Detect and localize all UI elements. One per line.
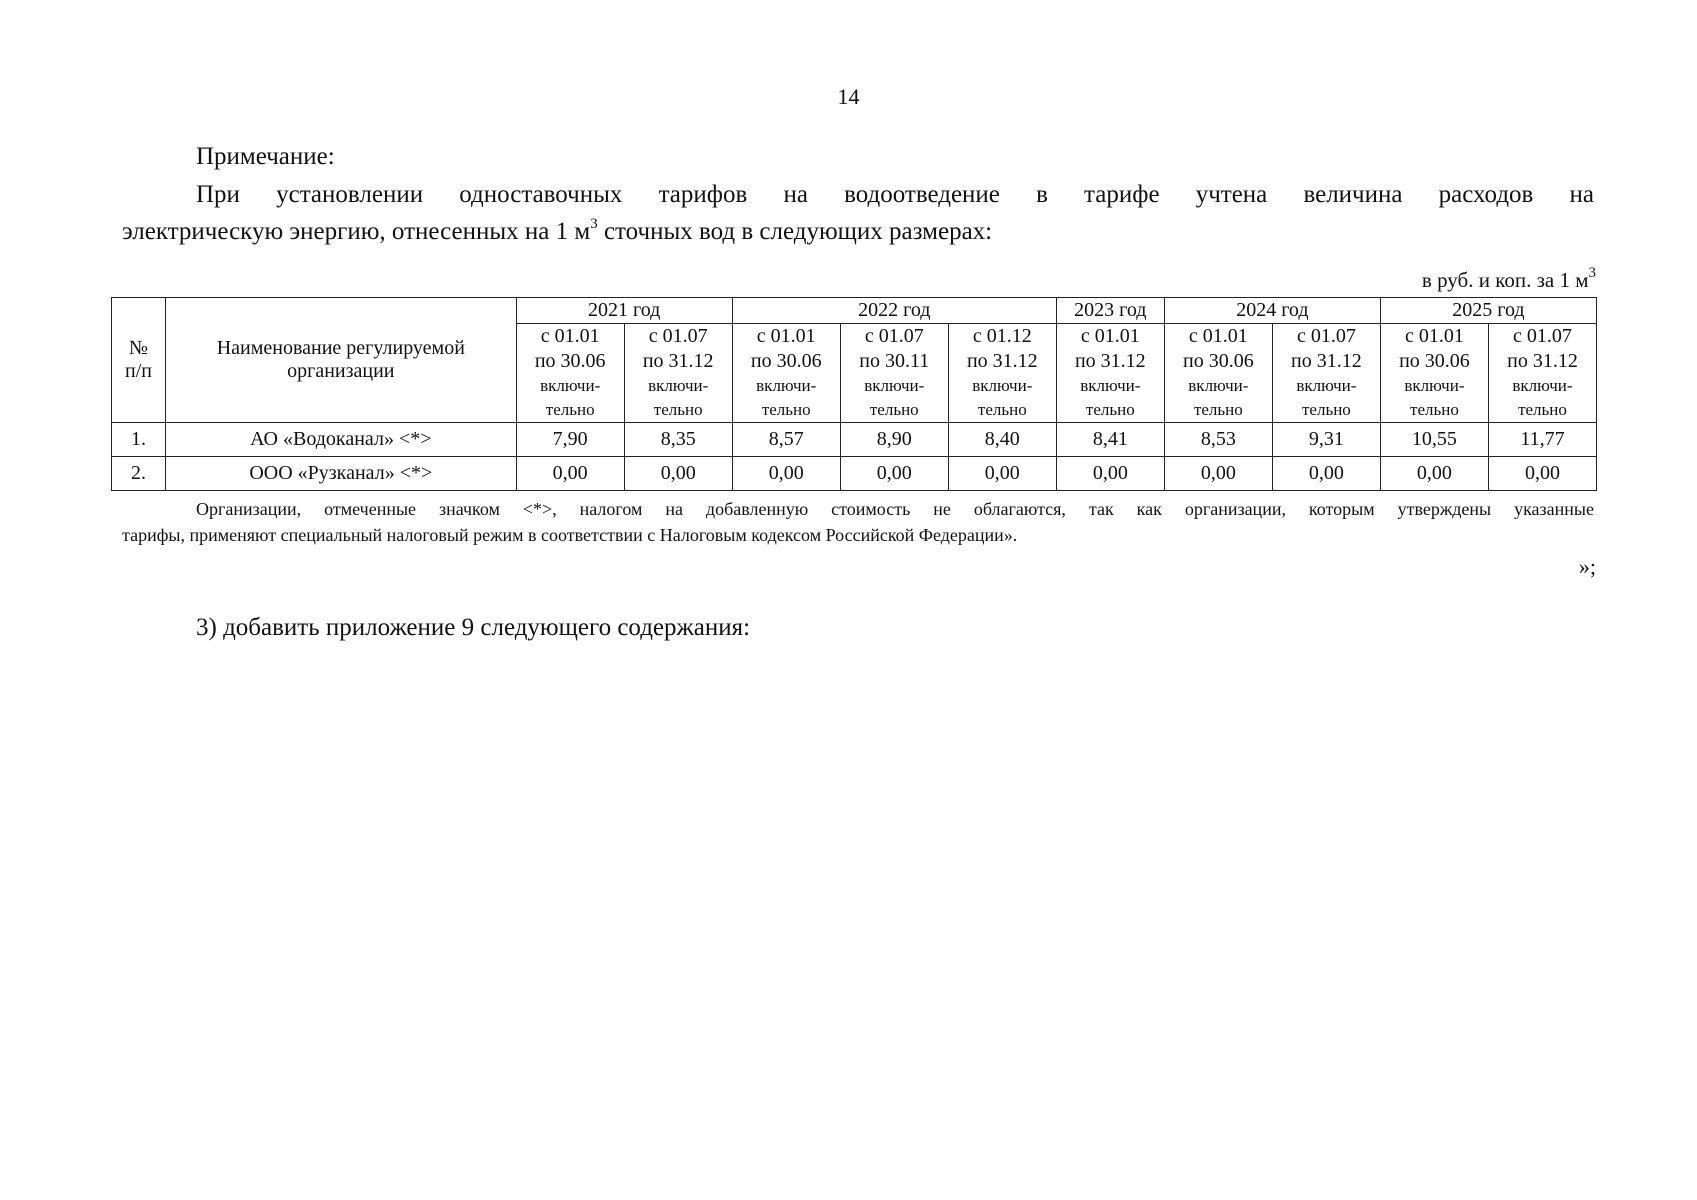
period-header	[1488, 324, 1596, 423]
header-year-2024: 2024 год	[1164, 298, 1380, 324]
tariff-value: 8,35	[624, 423, 732, 457]
footnote	[122, 496, 1594, 548]
header-organization	[165, 298, 516, 423]
period-from: с 01.12	[972, 325, 1032, 347]
note-line-2-end: сточных вод в следующих размерах:	[597, 218, 993, 245]
period-to: по 31.12	[642, 350, 714, 372]
period-from: с 01.01	[1404, 325, 1464, 347]
period-to: по 30.06	[1399, 350, 1470, 372]
footnote-line-1: Организации, отмеченные значком <*>, налогом на добавленную стоимость не облагаются, так как организации, которым утверждены указанные	[196, 499, 1594, 519]
period-inclusive-1: включи-	[756, 376, 817, 395]
note-line-2-start: электрическую энергию, отнесенных на 1 м	[122, 218, 591, 245]
period-inclusive-2: тельно	[1193, 400, 1243, 419]
table-row	[112, 457, 1597, 491]
cubic-superscript: 3	[590, 215, 598, 232]
period-inclusive-2: тельно	[761, 400, 811, 419]
period-header	[948, 324, 1056, 423]
tariff-value: 8,57	[732, 423, 840, 457]
period-inclusive-1: включи-	[864, 376, 925, 395]
table-row	[112, 423, 1597, 457]
tariff-value: 0,00	[840, 457, 948, 491]
period-inclusive-1: включи-	[972, 376, 1033, 395]
tariff-table	[111, 297, 1597, 491]
tariff-value: 0,00	[1164, 457, 1272, 491]
period-header	[1056, 324, 1164, 423]
organization-name: ООО «Рузканал» <*>	[165, 457, 516, 491]
header-number	[112, 298, 166, 423]
period-header	[516, 324, 624, 423]
period-header	[1380, 324, 1488, 423]
period-header	[840, 324, 948, 423]
period-to: по 31.12	[1291, 350, 1362, 372]
tariff-value: 11,77	[1488, 423, 1596, 457]
tariff-value: 0,00	[1272, 457, 1380, 491]
units-text: в руб. и коп. за 1 м	[1421, 268, 1589, 292]
period-inclusive-1: включи-	[1188, 376, 1249, 395]
tariff-value: 10,55	[1380, 423, 1488, 457]
units-label	[1421, 265, 1596, 293]
period-from: с 01.01	[1188, 325, 1248, 347]
header-organization-line2: организации	[287, 360, 395, 382]
period-from: с 01.07	[864, 325, 924, 347]
tariff-value: 0,00	[948, 457, 1056, 491]
tariff-value: 0,00	[1488, 457, 1596, 491]
tariff-value: 0,00	[1056, 457, 1164, 491]
organization-name: АО «Водоканал» <*>	[165, 423, 516, 457]
item-3-text: 3) добавить приложение 9 следующего содержания:	[196, 614, 751, 641]
period-from: с 01.01	[540, 325, 600, 347]
tariff-value: 8,53	[1164, 423, 1272, 457]
period-from: с 01.01	[1080, 325, 1140, 347]
period-to: по 30.06	[534, 350, 606, 372]
period-from: с 01.01	[756, 325, 816, 347]
closing-quote: »;	[1578, 554, 1596, 579]
row-number: 2.	[112, 457, 166, 491]
header-year-2023: 2023 год	[1056, 298, 1164, 324]
period-inclusive-2: тельно	[1410, 400, 1459, 419]
period-inclusive-1: включи-	[540, 376, 601, 395]
tariff-value: 0,00	[1380, 457, 1488, 491]
period-inclusive-1: включи-	[1296, 376, 1357, 395]
period-inclusive-2: тельно	[869, 400, 919, 419]
period-inclusive-2: тельно	[977, 400, 1027, 419]
period-to: по 31.12	[966, 350, 1038, 372]
period-to: по 31.12	[1074, 350, 1146, 372]
period-header	[732, 324, 840, 423]
tariff-value: 9,31	[1272, 423, 1380, 457]
period-from: с 01.07	[648, 325, 708, 347]
period-to: по 30.06	[1183, 350, 1254, 372]
row-number: 1.	[112, 423, 166, 457]
note-line-1: При установлении одноставочных тарифов на водоотведение в тарифе учтена величина расходов на	[196, 181, 1594, 208]
period-inclusive-1: включи-	[1512, 376, 1573, 395]
period-header	[1164, 324, 1272, 423]
header-year-2021: 2021 год	[516, 298, 732, 324]
header-organization-line1: Наименование регулируемой	[216, 337, 465, 359]
header-year-2025: 2025 год	[1380, 298, 1596, 324]
footnote-line-2: тарифы, применяют специальный налоговый режим в соответствии с Налоговым кодексом Российской Федерации».	[122, 525, 1018, 545]
period-to: по 30.06	[750, 350, 822, 372]
units-superscript: 3	[1588, 265, 1596, 281]
period-inclusive-2: тельно	[1085, 400, 1135, 419]
tariff-value: 0,00	[516, 457, 624, 491]
period-header	[1272, 324, 1380, 423]
period-to: по 31.12	[1507, 350, 1578, 372]
period-inclusive-2: тельно	[653, 400, 703, 419]
note-heading: Примечание:	[196, 143, 335, 170]
header-number-line1: №	[128, 337, 149, 359]
page-number: 14	[837, 84, 860, 109]
note-line-2	[122, 213, 1594, 250]
tariff-value: 8,40	[948, 423, 1056, 457]
period-inclusive-1: включи-	[1080, 376, 1141, 395]
period-inclusive-2: тельно	[545, 400, 595, 419]
tariff-value: 8,90	[840, 423, 948, 457]
period-to: по 30.11	[859, 350, 930, 372]
tariff-value: 8,41	[1056, 423, 1164, 457]
period-inclusive-1: включи-	[648, 376, 709, 395]
period-header	[624, 324, 732, 423]
period-inclusive-1: включи-	[1404, 376, 1465, 395]
period-from: с 01.07	[1296, 325, 1356, 347]
period-inclusive-2: тельно	[1518, 400, 1567, 419]
period-inclusive-2: тельно	[1301, 400, 1351, 419]
period-from: с 01.07	[1513, 325, 1572, 347]
tariff-value: 7,90	[516, 423, 624, 457]
note-paragraph	[122, 176, 1594, 250]
tariff-value: 0,00	[732, 457, 840, 491]
header-year-2022: 2022 год	[732, 298, 1056, 324]
header-number-line2: п/п	[124, 360, 152, 382]
tariff-value: 0,00	[624, 457, 732, 491]
